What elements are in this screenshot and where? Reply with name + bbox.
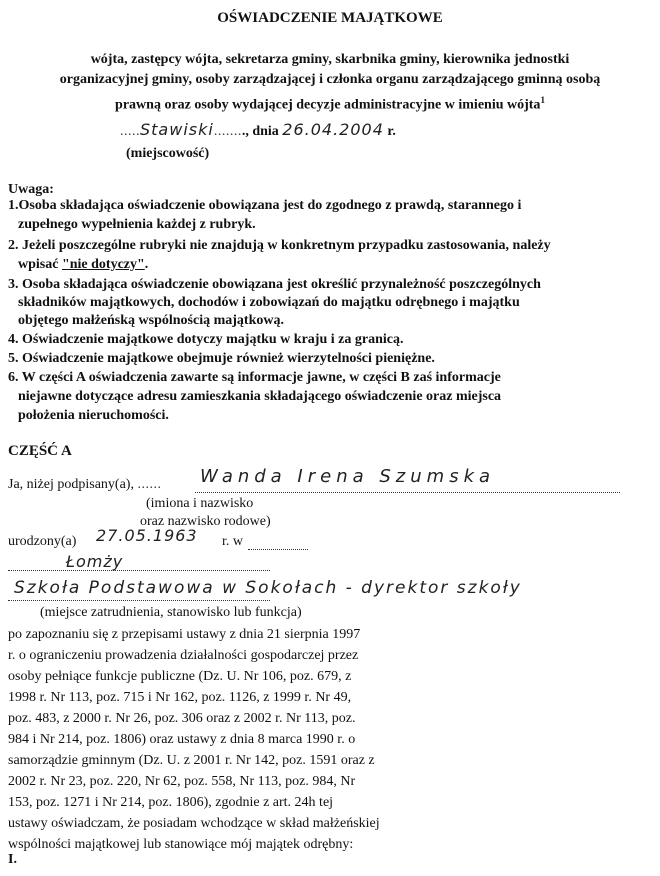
signer-caption-2: oraz nazwisko rodowe) [140, 514, 271, 529]
note-3-line-1: 3. Osoba składająca oświadczenie obowiązana jest określić przynależność poszczególnych [8, 277, 541, 292]
born-in: r. w [222, 534, 243, 549]
note-2-nie-dotyczy: "nie dotyczy" [61, 257, 145, 272]
signer-dots-a: ...... [137, 477, 162, 492]
body-line-1: po zapoznaniu się z przepisami ustawy z dnia 21 sierpnia 1997 [8, 627, 361, 642]
employment-dots [8, 600, 270, 601]
place-sep: ., dnia [241, 124, 279, 139]
employment-value: Szkoła Podstawowa w Sokołach - dyrektor szkoły [14, 578, 522, 598]
note-1-line-2: zupełnego wypełnienia każdej z rubryk. [18, 217, 256, 232]
note-1-line-1: 1.Osoba składająca oświadczenie obowiązana jest do zgodnego z prawdą, starannego i [8, 198, 522, 213]
born-date: 27.05.1963 [96, 526, 198, 545]
body-line-7: samorządzie gminnym (Dz. U. z 2001 r. Nr 142, poz. 1591 oraz z [8, 753, 375, 768]
signer-label: Ja, niżej podpisany(a), [8, 477, 134, 492]
place-date-line [120, 120, 396, 140]
note-3-line-2: składników majątkowych, dochodów i zobowiązań do majątku odrębnego i majątku [18, 295, 520, 310]
place-value: Stawiski [140, 120, 214, 139]
signer-line [8, 477, 161, 493]
body-line-10: ustawy oświadczam, że posiadam wchodzące w skład małżeńskiej [8, 816, 380, 831]
note-5: 5. Oświadczenie majątkowe obejmuje również wierzytelności pieniężne. [8, 351, 435, 366]
note-2-line-1: 2. Jeżeli poszczególne rubryki nie znajdują w konkretnym przypadku zastosowania, należy [8, 238, 551, 253]
header-line-3 [0, 90, 660, 116]
note-4: 4. Oświadczenie majątkowe dotyczy majątku w kraju i za granicą. [8, 332, 404, 347]
signer-value: Wanda Irena Szumska [200, 466, 496, 487]
footnote-mark: 1 [540, 95, 545, 105]
part-a-heading: CZĘŚĆ A [8, 443, 72, 459]
note-3-line-3: objętego małżeńską wspólnością majątkową. [18, 313, 284, 328]
note-6-line-3: położenia nieruchomości. [18, 408, 169, 423]
place-dots: ..... [120, 124, 140, 139]
body-line-4: 1998 r. Nr 113, poz. 715 i Nr 162, poz. 1126, z 1999 r. Nr 49, [8, 690, 352, 705]
employment-caption: (miejsce zatrudnienia, stanowisko lub funkcja) [40, 605, 302, 620]
born-line [8, 534, 76, 550]
body-line-6: 984 i Nr 214, poz. 1806) oraz ustawy z dnia 8 marca 1990 r. o [8, 732, 356, 747]
born-place: Łomży [66, 552, 124, 571]
note-6-line-1: 6. W części A oświadczenia zawarte są informacje jawne, w części B zaś informacje [8, 370, 501, 385]
header-line-3-text: prawną oraz osoby wydającej decyzje administracyjne w imieniu wójta [115, 97, 541, 113]
note-6-line-2: niejawne dotyczące adresu zamieszkania składającego oświadczenie oraz miejsca [18, 389, 502, 404]
body-line-9: 153, poz. 1271 i Nr 214, poz. 1806), zgodnie z art. 24h tej [8, 795, 334, 810]
body-line-5: poz. 483, z 2000 r. Nr 26, poz. 306 oraz z 2002 r. Nr 113, poz. [8, 711, 356, 726]
body-line-8: 2002 r. Nr 23, poz. 220, Nr 62, poz. 558, Nr 113, poz. 984, Nr [8, 774, 356, 789]
header-line-1: wójta, zastępcy wójta, sekretarza gminy, skarbnika gminy, kierownika jednostki [90, 52, 570, 67]
header-line-2: organizacyjnej gminy, osoby zarządzającej i członka organu zarządzającego gminną osobą [59, 72, 601, 87]
place-dots-2: ....... [213, 124, 242, 139]
note-2-period: . [144, 257, 149, 272]
body-line-2: r. o ograniczeniu prowadzenia działalności gospodarczej przez [8, 648, 359, 663]
date-suffix: r. [387, 124, 396, 139]
born-place-dots [8, 570, 270, 571]
place-label: (miejscowość) [126, 146, 210, 161]
born-label: urodzony(a) [8, 534, 77, 549]
notes-heading: Uwaga: [8, 182, 54, 197]
born-in-dots [248, 549, 308, 550]
signer-caption-1: (imiona i nazwisko [146, 496, 254, 511]
body-line-11: wspólności majątkowej lub stanowiące mój majątek odrębny: [8, 837, 354, 852]
signer-underline [195, 492, 620, 493]
body-line-3: osoby pełniące funkcje publiczne (Dz. U. Nr 106, poz. 679, z [8, 669, 352, 684]
note-2-wpisac: wpisać [18, 257, 59, 272]
note-2-line-2 [8, 255, 148, 274]
section-i-heading: I. [8, 852, 17, 867]
date-value: 26.04.2004 [282, 120, 384, 139]
document-title: OŚWIADCZENIE MAJĄTKOWE [217, 10, 443, 26]
